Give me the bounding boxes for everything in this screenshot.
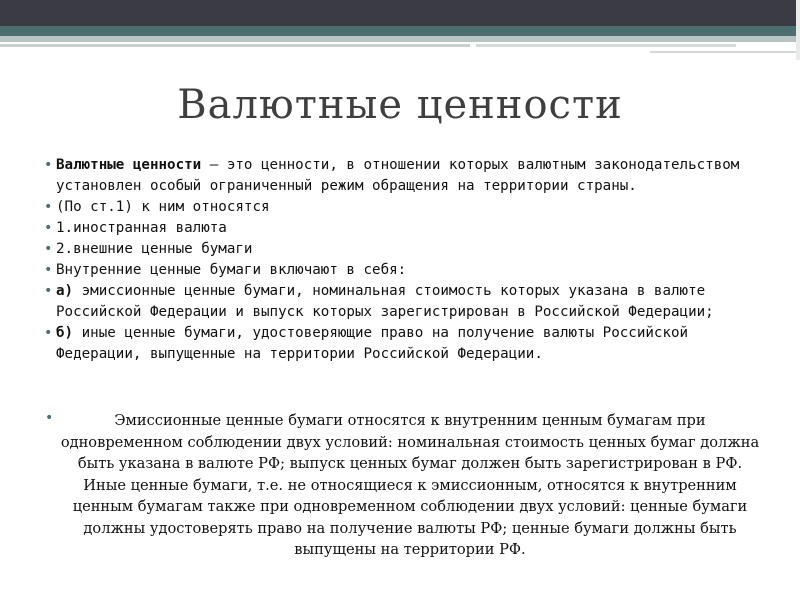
list-item [40, 155, 755, 197]
bullet-icon: • [44, 262, 53, 278]
header-line-1 [0, 44, 470, 47]
item-text: Внутренние ценные бумаги включают в себя: [56, 262, 407, 278]
header-line-2 [476, 44, 736, 47]
list-item [40, 218, 755, 239]
header-bar-dark [0, 0, 800, 26]
bullet-icon: • [44, 157, 53, 173]
item-bold: Валютные ценности [56, 157, 202, 173]
bullet-icon: • [44, 241, 53, 257]
item-text: эмиссионные ценные бумаги, номинальная стоимость которых указана в валюте Российской Федерации и выпуск которых зарегистрирован в Российской Федерации; [56, 283, 714, 320]
item-text: 2.внешние ценные бумаги [56, 241, 253, 257]
item-text: иные ценные бумаги, удостоверяющие право на получение валюты Российской Федерации, выпущенные на территории Российской Федерации. [56, 325, 689, 362]
list-item [40, 323, 755, 365]
item-bold: б) [56, 325, 74, 341]
list-item [40, 239, 755, 260]
header-line-3 [650, 51, 800, 53]
closing-paragraph: Эмиссионные ценные бумаги относятся к внутренним ценным бумагам при одновременном соблюдении двух условий: номинальная стоимость ценных бумаг должна быть указана в валюте РФ; выпуск ценных бумаг должен быть зарегистрирован в РФ. Иные ценные бумаги, т.е. не относящиеся к эмиссионным, относятся к внутренним ценным бумагам также при одновременном соблюдении двух условий: ценные бумаги должны удостоверять право на получение валюты РФ; ценные бумаги должны быть выпущены на территории РФ. [60, 412, 760, 558]
bullet-icon: • [44, 325, 53, 341]
slide-title: Валютные ценности [177, 82, 623, 128]
item-text: — это ценности, в отношении которых валютным законодательством установлен особый ограниченный режим обращения на территории страны. [56, 157, 740, 194]
item-text: 1.иностранная валюта [56, 220, 227, 236]
item-bold: а) [56, 283, 74, 299]
bullet-icon: • [44, 199, 53, 215]
header-bar-teal [0, 26, 800, 36]
bullet-icon: • [45, 410, 54, 426]
bullet-icon: • [44, 220, 53, 236]
list-item [40, 197, 755, 218]
list-item [40, 260, 755, 281]
item-text: (По ст.1) к ним относятся [56, 199, 270, 215]
bullet-icon: • [44, 283, 53, 299]
header-edge [796, 0, 800, 60]
header-bar-light [0, 36, 800, 42]
bullet-list [40, 155, 755, 365]
list-item [40, 281, 755, 323]
